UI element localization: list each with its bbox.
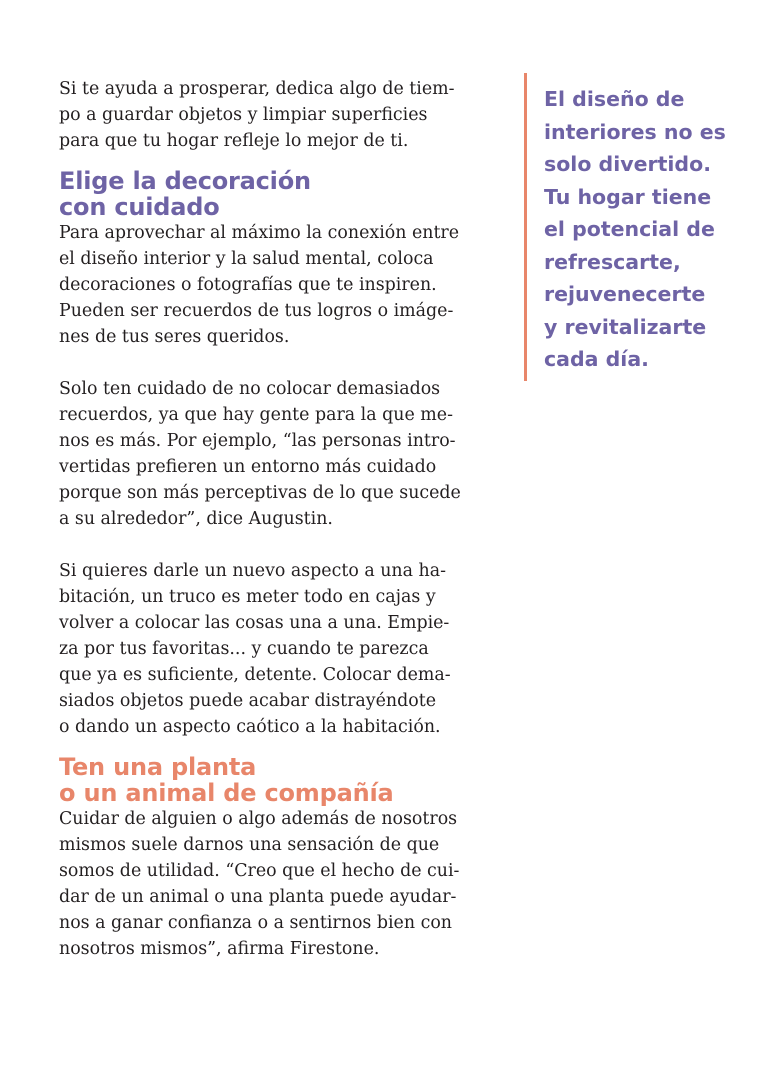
text-line: o dando un aspecto caótico a la habitación. [59, 717, 441, 737]
pull-quote-line: el potencial de [544, 217, 715, 241]
text-line: somos de utilidad. “Creo que el hecho de cui- [59, 861, 460, 881]
text-line: dar de un animal o una planta puede ayudar- [59, 887, 457, 907]
pull-quote-line: solo divertido. [544, 152, 711, 176]
text-line: a su alrededor”, dice Augustin. [59, 509, 333, 529]
section-heading-decoration [59, 168, 504, 220]
text-line: el diseño interior y la salud mental, coloca [59, 249, 434, 269]
heading-line: o un animal de compañía [59, 779, 394, 807]
paragraph [59, 376, 504, 532]
text-line: bitación, un truco es meter todo en cajas y [59, 587, 436, 607]
pull-quote-text [544, 83, 754, 376]
text-line: nos es más. Por ejemplo, “las personas intro- [59, 431, 456, 451]
paragraph [59, 220, 504, 350]
pull-quote-line: El diseño de [544, 87, 685, 111]
heading-line: Ten una planta [59, 753, 257, 781]
text-line: po a guardar objetos y limpiar superficies [59, 105, 428, 125]
text-line: mismos suele darnos una sensación de que [59, 835, 440, 855]
text-line: nes de tus seres queridos. [59, 327, 290, 347]
text-line: para que tu hogar refleje lo mejor de ti. [59, 131, 409, 151]
text-line: decoraciones o fotografías que te inspiren. [59, 275, 437, 295]
text-line: nosotros mismos”, afirma Firestone. [59, 939, 380, 959]
text-line: siados objetos puede acabar distrayéndote [59, 691, 436, 711]
heading-line: Elige la decoración [59, 167, 311, 195]
pull-quote-line: cada día. [544, 347, 649, 371]
text-line: nos a ganar confianza o a sentirnos bien con [59, 913, 452, 933]
pull-quote [524, 73, 754, 381]
paragraph [59, 558, 504, 740]
text-line: volver a colocar las cosas una a una. Empie- [59, 613, 450, 633]
pull-quote-line: y revitalizarte [544, 314, 707, 339]
text-line: za por tus favoritas... y cuando te parezca [59, 639, 429, 659]
text-line: Solo ten cuidado de no colocar demasiados [59, 379, 441, 399]
text-line: Si te ayuda a prosperar, dedica algo de tiem- [59, 79, 455, 99]
pull-quote-line: Tu hogar tiene [544, 184, 712, 209]
text-line: que ya es suficiente, detente. Colocar dema- [59, 665, 451, 685]
text-line: Cuidar de alguien o algo además de nosotros [59, 809, 458, 829]
section-heading-plant-pet [59, 754, 504, 806]
pull-quote-line: refrescarte, [544, 249, 681, 274]
intro-paragraph [59, 76, 504, 154]
text-line: recuerdos, ya que hay gente para la que me- [59, 405, 453, 425]
text-line: Si quieres darle un nuevo aspecto a una ha- [59, 561, 446, 581]
article-body [59, 76, 504, 988]
heading-line: con cuidado [59, 193, 220, 221]
text-line: porque son más perceptivas de lo que sucede [59, 483, 461, 503]
pull-quote-line: interiores no es [544, 119, 726, 144]
text-line: Para aprovechar al máximo la conexión entre [59, 223, 460, 243]
pull-quote-line: rejuvenecerte [544, 282, 706, 306]
text-line: vertidas prefieren un entorno más cuidado [59, 457, 437, 477]
text-line: Pueden ser recuerdos de tus logros o imáge- [59, 301, 454, 321]
paragraph [59, 806, 504, 962]
